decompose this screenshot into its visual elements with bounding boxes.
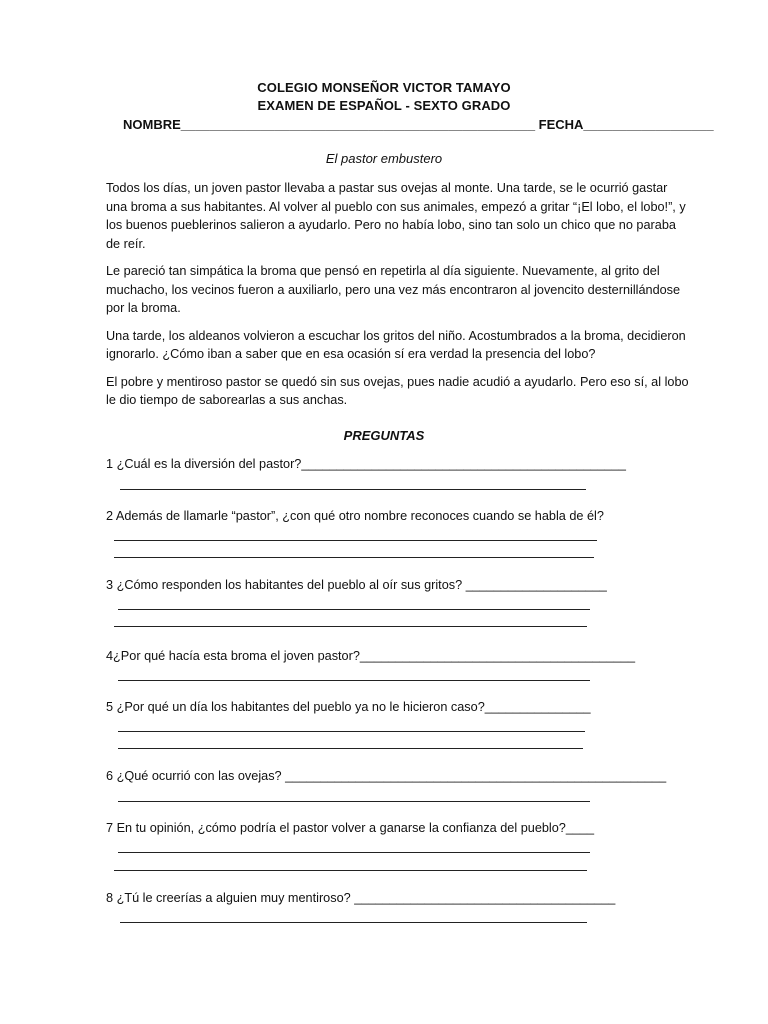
name-date-line: NOMBRE_________________________________________________ FECHA__________________ (123, 117, 714, 132)
story-paragraph: Le pareció tan simpática la broma que pensó en repetirla al día siguiente. Nuevamente, al grito del muchacho, los vecinos fueron a auxiliarlo, pero una vez más encontraron al jovencito desternillándose por la broma. (106, 264, 681, 315)
school-name: COLEGIO MONSEÑOR VICTOR TAMAYO (257, 80, 511, 95)
answer-line[interactable] (118, 852, 590, 853)
answer-line[interactable] (118, 748, 583, 749)
answer-line[interactable] (118, 801, 590, 802)
question-6: 6 ¿Qué ocurrió con las ovejas? ______________________________________________________ (106, 769, 667, 783)
answer-line[interactable] (118, 609, 590, 610)
question-5: 5 ¿Por qué un día los habitantes del pueblo ya no le hicieron caso?_______________ (106, 700, 591, 714)
questions-title: PREGUNTAS (343, 428, 425, 443)
answer-line[interactable] (114, 540, 597, 541)
story-text (106, 179, 692, 419)
story-paragraph: Todos los días, un joven pastor llevaba a pastar sus ovejas al monte. Una tarde, se le ocurrió gastar una broma a sus habitantes. Al volver al pueblo con sus animales, empezó a gritar “¡El lobo, el lobo!”, y los buenos pueblerinos salieron a ayudarlo. Pero no había lobo, sino tan solo un chico que no paraba de reír. (106, 181, 686, 251)
question-3: 3 ¿Cómo responden los habitantes del pueblo al oír sus gritos? ____________________ (106, 578, 607, 592)
exam-title: EXAMEN DE ESPAÑOL - SEXTO GRADO (257, 98, 511, 113)
answer-line[interactable] (118, 680, 590, 681)
question-8: 8 ¿Tú le creerías a alguien muy mentiroso? _____________________________________ (106, 891, 616, 905)
question-1: 1 ¿Cuál es la diversión del pastor?______________________________________________ (106, 457, 626, 471)
story-title: El pastor embustero (325, 151, 443, 166)
story-paragraph: El pobre y mentiroso pastor se quedó sin sus ovejas, pues nadie acudió a ayudarlo. Pero eso sí, al lobo le dio tiempo de saborearlas a sus anchas. (106, 374, 689, 407)
question-7: 7 En tu opinión, ¿cómo podría el pastor volver a ganarse la confianza del pueblo?____ (106, 821, 595, 835)
answer-line[interactable] (120, 922, 587, 923)
answer-line[interactable] (114, 626, 587, 627)
answer-line[interactable] (118, 731, 585, 732)
question-2: 2 Además de llamarle “pastor”, ¿con qué otro nombre reconoces cuando se habla de él? (106, 509, 604, 523)
answer-line[interactable] (120, 489, 586, 490)
answer-line[interactable] (114, 870, 587, 871)
question-4: 4¿Por qué hacía esta broma el joven pastor?_______________________________________ (106, 649, 636, 663)
answer-line[interactable] (114, 557, 594, 558)
story-paragraph: Una tarde, los aldeanos volvieron a escuchar los gritos del niño. Acostumbrados a la broma, decidieron ignorarlo. ¿Cómo iban a saber que en esa ocasión sí era verdad la presencia del lobo? (106, 328, 686, 361)
